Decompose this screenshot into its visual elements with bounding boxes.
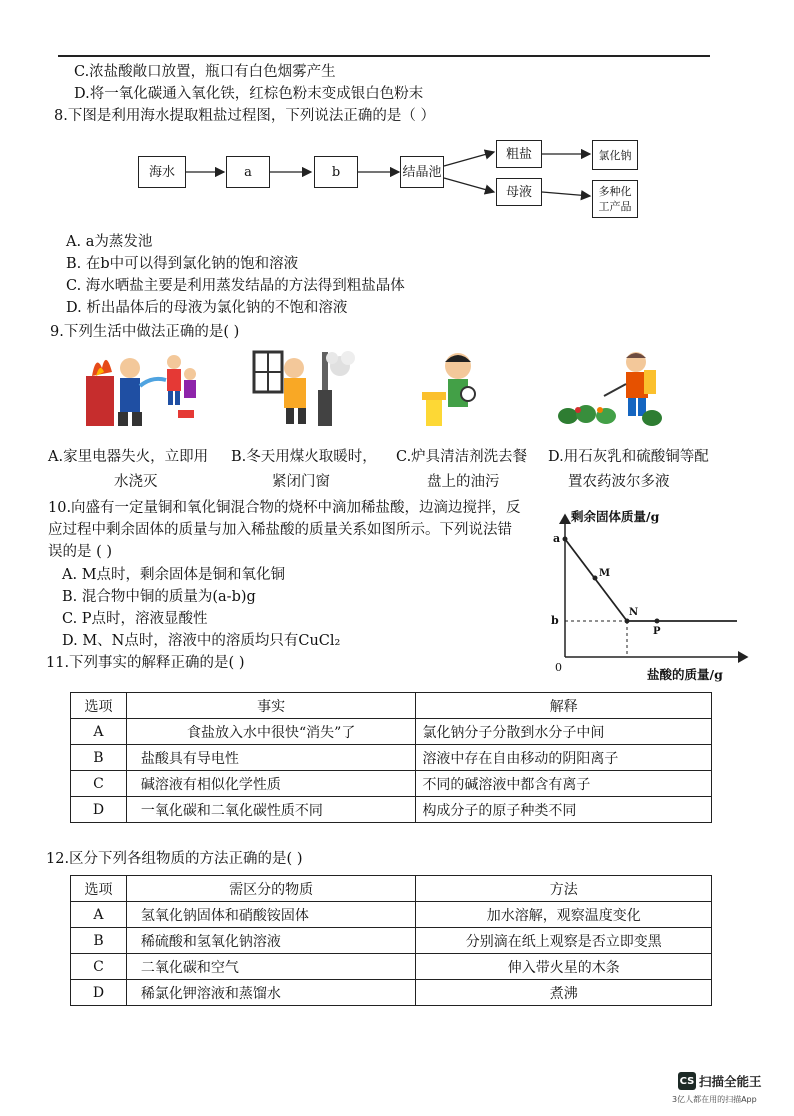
explanation-cell: 溶液中存在自由移动的阴阳离子	[416, 745, 712, 771]
scanner-logo-icon: CS	[678, 1072, 696, 1090]
q10-option-a: A. M点时，剩余固体是铜和氧化铜	[62, 567, 286, 583]
header-cell: 解释	[416, 693, 712, 719]
flow-box-chem-products: 多种化工产品	[592, 180, 638, 218]
scanner-tagline: 3亿人都在用的扫描App	[672, 1095, 757, 1104]
point-a	[563, 537, 568, 542]
fact-cell: 食盐放入水中很快“消失”了	[126, 719, 416, 745]
fire-scene-illustration	[82, 346, 210, 430]
table-row	[71, 902, 712, 928]
q7-option-d: D.将一氧化碳通入氧化铁，红棕色粉末变成银白色粉末	[74, 86, 424, 102]
q9-caption-b-line2: 紧闭门窗	[272, 474, 330, 490]
flow-box-a: a	[226, 156, 270, 188]
table-header-row	[71, 876, 712, 902]
q9-caption-b-line1: B.冬天用煤火取暖时，	[231, 449, 377, 465]
q12-stem: 12.区分下列各组物质的方法正确的是( )	[46, 851, 303, 867]
graph-p-label: P	[653, 626, 661, 637]
table-header-row	[71, 693, 712, 719]
table-row	[71, 954, 712, 980]
farmer-spraying-illustration	[556, 348, 662, 428]
graph-n-label: N	[629, 607, 639, 618]
option-cell: C	[71, 771, 127, 797]
option-cell: C	[71, 954, 127, 980]
flow-box-seawater: 海水	[138, 156, 186, 188]
scanner-app-name: 扫描全能王	[699, 1074, 762, 1089]
point-p	[655, 619, 660, 624]
header-cell: 选项	[71, 876, 127, 902]
flow-box-b: b	[314, 156, 358, 188]
header-cell: 方法	[416, 876, 712, 902]
coal-stove-illustration	[250, 346, 360, 430]
flow-box-crude-salt: 粗盐	[496, 140, 542, 168]
point-m	[593, 576, 598, 581]
q8-option-a: A. a为蒸发池	[66, 234, 153, 250]
q10-option-d: D. M、N点时，溶液中的溶质均只有CuCl₂	[62, 633, 341, 649]
q9-caption-d-line2: 置农药波尔多液	[568, 474, 670, 490]
substance-cell: 氢氧化钠固体和硝酸铵固体	[126, 902, 416, 928]
q8-option-d: D. 析出晶体后的母液为氯化钠的不饱和溶液	[66, 300, 348, 316]
q9-caption-d-line1: D.用石灰乳和硫酸铜等配	[548, 449, 709, 465]
q10-option-b: B. 混合物中铜的质量为(a-b)g	[62, 589, 256, 605]
q10-stem-line1: 10.向盛有一定量铜和氧化铜混合物的烧杯中滴加稀盐酸，边滴边搅拌，反	[48, 500, 521, 516]
q10-option-c: C. P点时，溶液显酸性	[62, 611, 208, 627]
q9-caption-c-line2: 盘上的油污	[427, 474, 500, 490]
flow-arrows	[130, 136, 650, 226]
q9-caption-c-line1: C.炉具清洁剂洗去餐	[396, 449, 528, 465]
q8-option-b: B. 在b中可以得到氯化钠的饱和溶液	[66, 256, 299, 272]
table-row	[71, 797, 712, 823]
substance-cell: 二氧化碳和空气	[126, 954, 416, 980]
option-cell: D	[71, 797, 127, 823]
substance-cell: 稀硫酸和氢氧化钠溶液	[126, 928, 416, 954]
explanation-cell: 不同的碱溶液中都含有离子	[416, 771, 712, 797]
header-cell: 需区分的物质	[126, 876, 416, 902]
graph-y-label: 剩余固体质量/g	[571, 509, 660, 524]
q9-caption-a-line1: A.家里电器失火，立即用	[48, 449, 209, 465]
q12-table	[70, 875, 712, 1006]
q10-graph-axes	[545, 505, 755, 685]
q11-table	[70, 692, 712, 823]
dish-washing-illustration	[418, 350, 482, 426]
table-row	[71, 980, 712, 1006]
graph-b-label: b	[551, 614, 559, 627]
point-n	[625, 619, 630, 624]
table-row	[71, 719, 712, 745]
header-cell: 事实	[126, 693, 416, 719]
method-cell: 加水溶解，观察温度变化	[416, 902, 712, 928]
flow-box-mother-liquor: 母液	[496, 178, 542, 206]
table-row	[71, 745, 712, 771]
option-cell: B	[71, 928, 127, 954]
table-row	[71, 928, 712, 954]
q9-stem: 9.下列生活中做法正确的是( )	[50, 324, 240, 340]
option-cell: B	[71, 745, 127, 771]
q10-stem-line3: 误的是 ( )	[48, 544, 113, 560]
table-row	[71, 771, 712, 797]
explanation-cell: 构成分子的原子种类不同	[416, 797, 712, 823]
method-cell: 煮沸	[416, 980, 712, 1006]
method-cell: 伸入带火星的木条	[416, 954, 712, 980]
graph-origin-label: 0	[555, 661, 562, 674]
method-cell: 分别滴在纸上观察是否立即变黑	[416, 928, 712, 954]
option-cell: D	[71, 980, 127, 1006]
q11-stem: 11.下列事实的解释正确的是( )	[46, 655, 245, 671]
fact-cell: 一氧化碳和二氧化碳性质不同	[126, 797, 416, 823]
graph-x-label: 盐酸的质量/g	[647, 667, 723, 682]
option-cell: A	[71, 719, 127, 745]
fact-cell: 碱溶液有相似化学性质	[126, 771, 416, 797]
q8-option-c: C. 海水晒盐主要是利用蒸发结晶的方法得到粗盐晶体	[66, 278, 405, 294]
q10-graph	[545, 505, 755, 685]
substance-cell: 稀氯化钾溶液和蒸馏水	[126, 980, 416, 1006]
header-cell: 选项	[71, 693, 127, 719]
graph-m-label: M	[599, 568, 611, 579]
q7-option-c: C.浓盐酸敞口放置，瓶口有白色烟雾产生	[74, 64, 336, 80]
flow-box-crystal-pool: 结晶池	[400, 156, 444, 188]
option-cell: A	[71, 902, 127, 928]
explanation-cell: 氯化钠分子分散到水分子中间	[416, 719, 712, 745]
graph-a-label: a	[553, 532, 561, 545]
q9-caption-a-line2: 水浇灭	[114, 474, 158, 490]
q10-stem-line2: 应过程中剩余固体的质量与加入稀盐酸的质量关系如图所示。下列说法错	[48, 522, 512, 538]
q8-stem: 8.下图是利用海水提取粗盐过程图，下列说法正确的是（ ）	[54, 108, 435, 124]
q8-flow-diagram	[130, 136, 650, 226]
fact-cell: 盐酸具有导电性	[126, 745, 416, 771]
flow-box-sodium-chloride: 氯化钠	[592, 140, 638, 170]
top-rule	[58, 55, 710, 57]
